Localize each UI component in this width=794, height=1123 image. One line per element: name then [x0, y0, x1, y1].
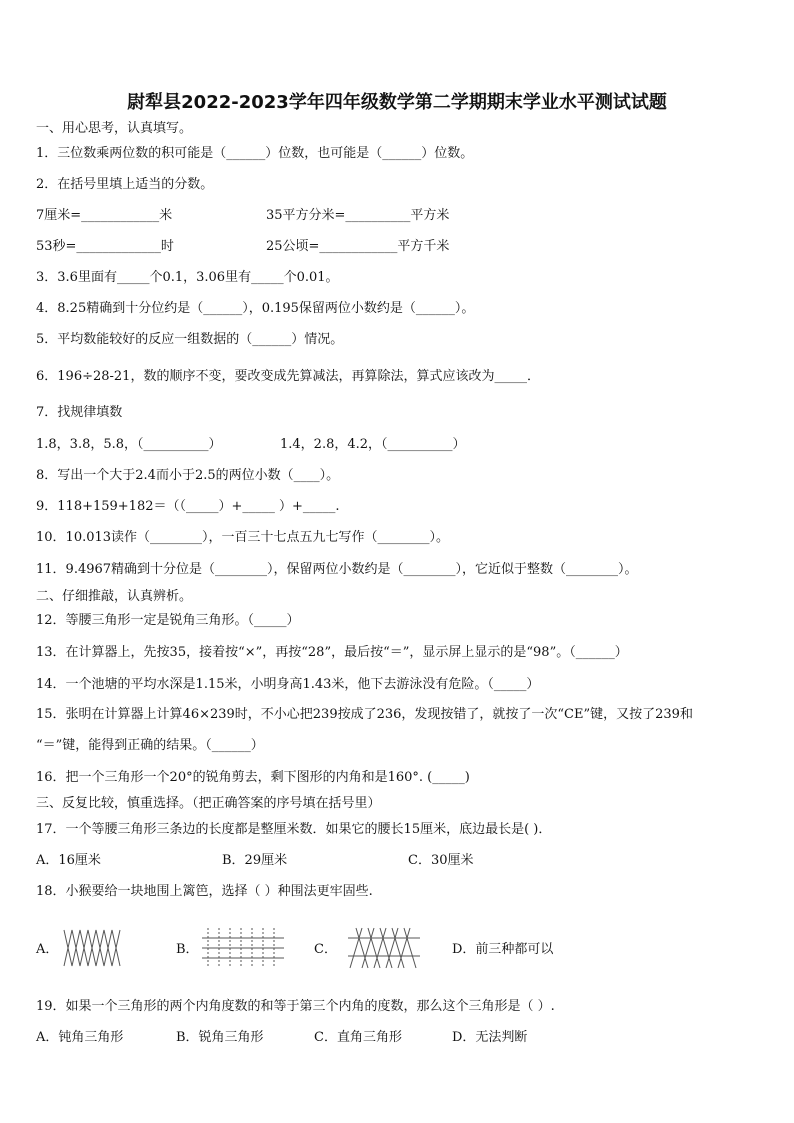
question-19-option-c: C．直角三角形 [314, 1030, 402, 1045]
section-heading-2: 二、仔细推敲，认真辨析。 [36, 589, 193, 604]
question-16: 16．把一个三角形一个20°的锐角剪去，剩下图形的内角和是160°. (_____) [36, 770, 470, 785]
question-17-option-b: B．29厘米 [222, 853, 288, 868]
question-3: 3．3.6里面有_____个0.1，3.06里有_____个0.01。 [36, 270, 339, 285]
question-2-item-d: 25公顷=____________平方千米 [266, 239, 450, 254]
question-8: 8．写出一个大于2.4而小于2.5的两位小数（____）。 [36, 468, 340, 483]
question-5: 5．平均数能较好的反应一组数据的（______）情况。 [36, 332, 344, 347]
question-1: 1．三位数乘两位数的积可能是（______）位数，也可能是（______）位数。 [36, 146, 474, 161]
question-15-line-1: 15．张明在计算器上计算46×239时，不小心把239按成了236，发现按错了，就按了一次“CE”键，又按了239和 [36, 707, 693, 722]
question-7-sequence-b: 1.4，2.8，4.2，（__________） [280, 437, 466, 452]
question-19: 19．如果一个三角形的两个内角度数的和等于第三个内角的度数，那么这个三角形是（ ）. [36, 999, 555, 1014]
question-11: 11．9.4967精确到十分位是（________），保留两位小数约是（________），它近似于整数（________）。 [36, 562, 638, 577]
question-2-item-c: 53秒=_____________时 [36, 239, 174, 254]
question-15-line-2: “＝”键，能得到正确的结果。（______） [36, 738, 264, 753]
question-17-option-a: A．16厘米 [36, 853, 101, 868]
question-2: 2．在括号里填上适当的分数。 [36, 177, 214, 192]
question-19-option-b: B．锐角三角形 [176, 1030, 264, 1045]
question-14: 14．一个池塘的平均水深是1.15米，小明身高1.43米，他下去游泳没有危险。（_____） [36, 677, 540, 692]
question-18: 18．小猴要给一块地围上篱笆，选择（ ）种围法更牢固些. [36, 884, 373, 899]
question-18-option-d: D．前三种都可以 [452, 942, 554, 957]
question-18-option-c: C． [314, 942, 337, 957]
question-4: 4．8.25精确到十分位约是（______），0.195保留两位小数约是（______）。 [36, 301, 475, 316]
question-2-item-b: 35平方分米=__________平方米 [266, 208, 450, 223]
question-18-option-b: B． [176, 942, 199, 957]
question-17: 17．一个等腰三角形三条边的长度都是整厘米数．如果它的腰长15厘米，底边最长是( )． [36, 822, 552, 837]
question-6: 6．196÷28-21，数的顺序不变，要改变成先算减法，再算除法，算式应该改为_____． [36, 369, 540, 384]
question-12: 12．等腰三角形一定是锐角三角形。（_____） [36, 613, 300, 628]
question-7-sequence-a: 1.8，3.8，5.8，（__________） [36, 437, 222, 452]
question-13: 13．在计算器上，先按35，接着按“×”，再按“28”，最后按“＝”，显示屏上显示的是“98”。（______） [36, 645, 628, 660]
section-heading-3: 三、反复比较，慎重选择。（把正确答案的序号填在括号里） [36, 796, 381, 811]
question-19-option-a: A．钝角三角形 [36, 1030, 124, 1045]
question-18-option-a: A． [36, 942, 59, 957]
question-2-item-a: 7厘米=____________米 [36, 208, 173, 223]
fence-grid-square-figure [200, 926, 286, 970]
page-title: 尉犁县2022-2023学年四年级数学第二学期期末学业水平测试试题 [127, 92, 667, 113]
question-17-option-c: C．30厘米 [408, 853, 474, 868]
question-9: 9．118+159+182＝（（_____）+_____ ）+_____. [36, 499, 340, 514]
fence-crossed-diagonal-figure [344, 926, 422, 970]
question-7: 7．找规律填数 [36, 405, 123, 420]
question-19-option-d: D．无法判断 [452, 1030, 528, 1045]
section-heading-1: 一、用心思考，认真填写。 [36, 121, 193, 136]
question-10: 10．10.013读作（________），一百三十七点五九七写作（________）。 [36, 530, 450, 545]
fence-zigzag-diamond-figure [62, 928, 126, 968]
